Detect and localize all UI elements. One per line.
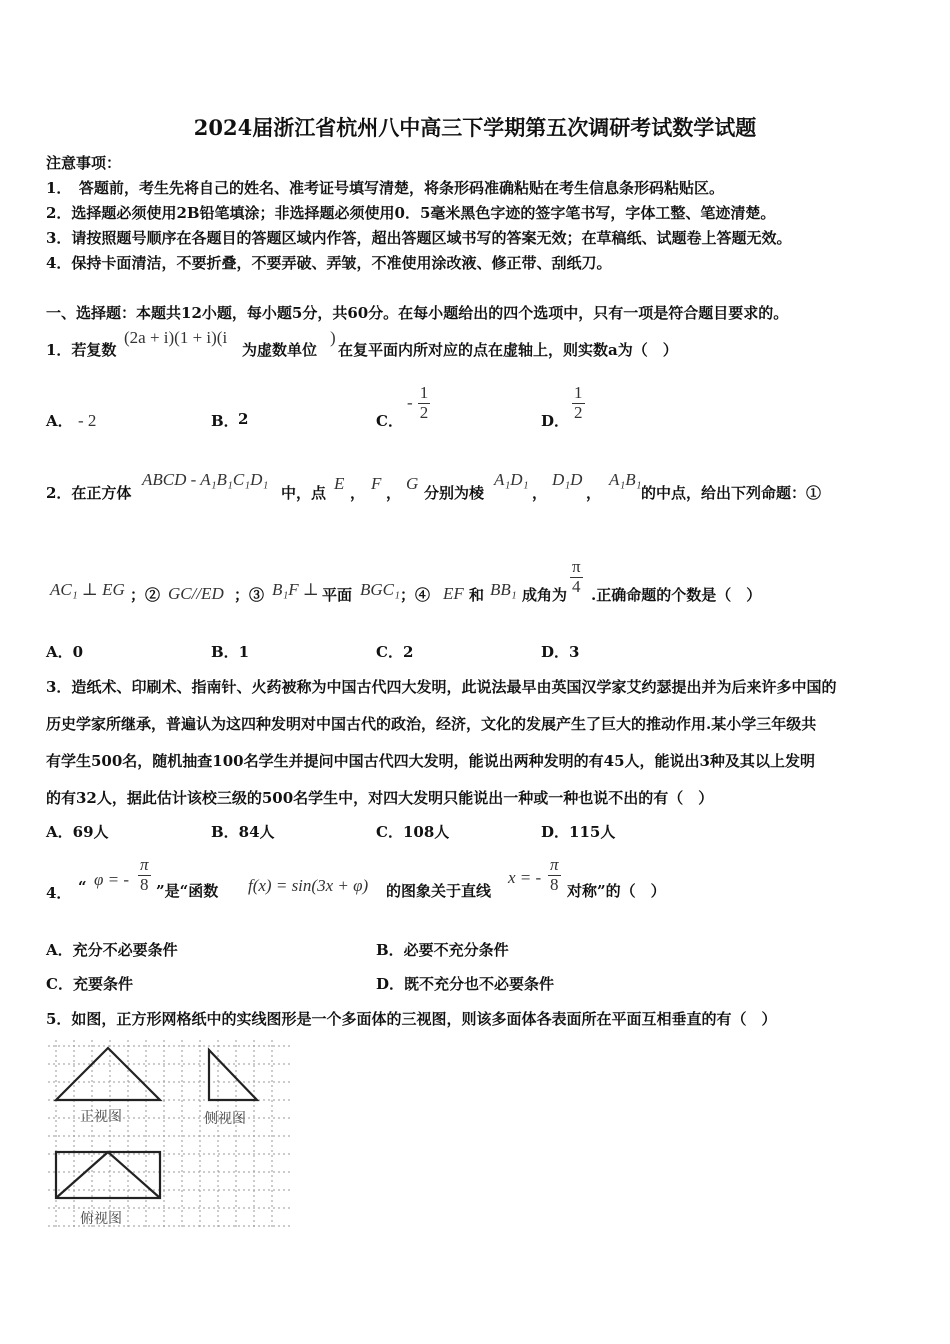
q2-option-a: A．0 [46,643,84,661]
front-view-label: 正视图 [80,1109,122,1125]
page-title: 2024届浙江省杭州八中高三下学期第五次调研考试数学试题 [193,115,757,140]
three-view-drawing [46,1038,292,1232]
q2-text-3: 的中点，给出下列命题：① [641,484,822,502]
side-view-label: 侧视图 [204,1111,246,1127]
q3-line: 3．造纸术、印刷术、指南针、火药被称为中国古代四大发明，此说法最早由英国汉学家艾约瑟提出并为后来许多中国的 [46,678,837,696]
q2-edge-a1d1: A₁D₁ [494,470,529,489]
question-4: 4． “ φ = - $\frac{\pi}{8}$ ”是“函数 f(x) = sin(3x + φ) 的图象关于直线 x = - $\frac{\pi}{8}$ 对称”的（ ） [46,855,666,902]
q1-option-c-value [407,384,430,422]
section-heading: 一、选择题：本题共12小题，每小题5分，共60分。在每小题给出的四个选项中，只有一项是符合题目要求的。 [46,304,789,322]
q3-option-d: D．115人 [541,823,616,841]
q2-tail: .正确命题的个数是（ ） [591,586,762,604]
q2-option-d: D．3 [541,643,580,661]
side-view-triangle [209,1050,257,1100]
q4-phi-eq: φ = - [94,870,130,889]
front-view-triangle [56,1048,160,1100]
q3-option-b: B．84人 [211,823,275,841]
q1-option-d-value [572,384,585,422]
q2-angle-fraction: $\frac{\pi}{4}$ [572,557,581,596]
q4-tail: 对称”的（ ） [567,882,666,900]
notice-item: 2．选择题必须使用2B铅笔填涂；非选择题必须使用0．5毫米黑色字迹的签字笔书写，字体工整、笔迹清楚。 [46,204,776,222]
top-view-diagonals [56,1152,160,1198]
q1-paren: ) [330,328,336,347]
q2-option-c: C．2 [376,643,414,661]
notice-item: 4．保持卡面清洁，不要折叠，不要弄破、弄皱，不准使用涂改液、修正带、刮纸刀。 [46,254,612,272]
q4-text-2: 的图象关于直线 [386,882,492,900]
q2-proposition-4a: EF [443,584,464,603]
q3-option-c: C．108人 [376,823,450,841]
top-view-rectangle [56,1152,160,1198]
q1-option-a-label: A． [46,412,73,430]
q3-line: 历史学家所继承，普遍认为这四种发明对中国古代的政治，经济，文化的发展产生了巨大的推动作用.某小学三年级共 [46,715,817,733]
q1-c-sign: - [407,393,413,413]
q4-x-fraction: $\frac{\pi}{8}$ [550,855,559,894]
q2-proposition-4b: BB₁ [490,580,517,599]
q1-suffix: 在复平面内所对应的点在虚轴上，则实数a为（ ） [338,341,678,359]
top-view-label: 俯视图 [80,1211,122,1227]
notice-item: 1． 答题前，考生先将自己的姓名、准考证号填写清楚，将条形码准确粘贴在考生信息条形码粘贴区。 [46,179,724,197]
q1-prefix: 1．若复数 [46,341,117,359]
q2-text-2: 分别为棱 [424,484,485,502]
q4-x-eq: x = - [508,868,542,887]
notice-item: 3．请按照题号顺序在各题目的答题区域内作答，超出答题区域书写的答案无效；在草稿纸、试题卷上答题无效。 [46,229,792,247]
q4-option-a: A．充分不必要条件 [46,941,178,959]
q5-text: 5．如图，正方形网格纸中的实线图形是一个多面体的三视图，则该多面体各表面所在平面互相垂直的有（ ） [46,1010,777,1028]
q1-option-c-label: C． [376,412,403,430]
grid-lines [48,1040,290,1230]
q4-option-c: C．充要条件 [46,975,133,993]
notice-heading: 注意事项： [46,154,122,172]
question-2-line-2: AC₁ ⊥ EG ；② GC//ED ；③ B₁F ⊥ 平面 BGC₁ ；④ EF 和 BB₁ 成角为 $\frac{\pi}{4}$ .正确命题的个数是（ ） [50,557,762,604]
q4-option-d: D．既不充分也不必要条件 [376,975,555,993]
q2-edge-a1b1: A₁B₁ [609,470,642,489]
q2-proposition-3b: BGC₁ [360,580,400,599]
q2-point-g: G [406,474,419,493]
q4-option-b: B．必要不充分条件 [376,941,509,959]
q1-note: 为虚数单位 [242,341,318,359]
q2-edge-d1d: D₁D [552,470,583,489]
q2-option-b: B．1 [211,643,250,661]
q1-expression: (2a + i)(1 + i)(i [124,328,228,347]
q1-option-a-value: - 2 [78,411,97,430]
q2-proposition-1: AC₁ ⊥ EG [50,580,125,599]
q2-point-f: F [371,474,382,493]
q1-option-b-label: B． [211,412,239,430]
q4-phi-fraction: $\frac{\pi}{8}$ [140,855,149,894]
q4-number: 4． [46,884,72,902]
q1-c-fraction: $\frac{1}{2}$ [419,383,429,422]
q3-line: 的有32人，据此估计该校三级的500名学生中，对四大发明只能说出一种或一种也说不出的有（ ） [46,789,714,807]
q2-text-1: 中，点 [281,484,327,502]
three-view-figure [46,1038,292,1232]
q2-proposition-3a: B₁F ⊥ [272,580,319,599]
q2-cube: ABCD - A₁B₁C₁D₁ [142,470,269,489]
q2-prefix: 2．在正方体 [46,484,132,502]
q2-point-e: E [334,474,345,493]
q1-option-b-value: 2 [238,410,249,428]
q4-middle: ”是“函数 [156,882,219,900]
question-2-line-1: 2．在正方体 ABCD - A₁B₁C₁D₁ 中，点 E ， F ， G 分别为棱 A₁D₁ ， D₁D ， A₁B₁ 的中点，给出下列命题：① [46,470,822,502]
q1-option-d-label: D． [541,412,570,430]
q4-function: f(x) = sin(3x + φ) [248,876,369,895]
q3-option-a: A．69人 [46,823,109,841]
q2-proposition-2: GC//ED [168,584,224,603]
q1-d-fraction: $\frac{1}{2}$ [574,383,583,422]
q3-line: 有学生500名，随机抽查100名学生并提问中国古代四大发明，能说出两种发明的有45人，能说出3种及其以上发明 [46,752,815,770]
